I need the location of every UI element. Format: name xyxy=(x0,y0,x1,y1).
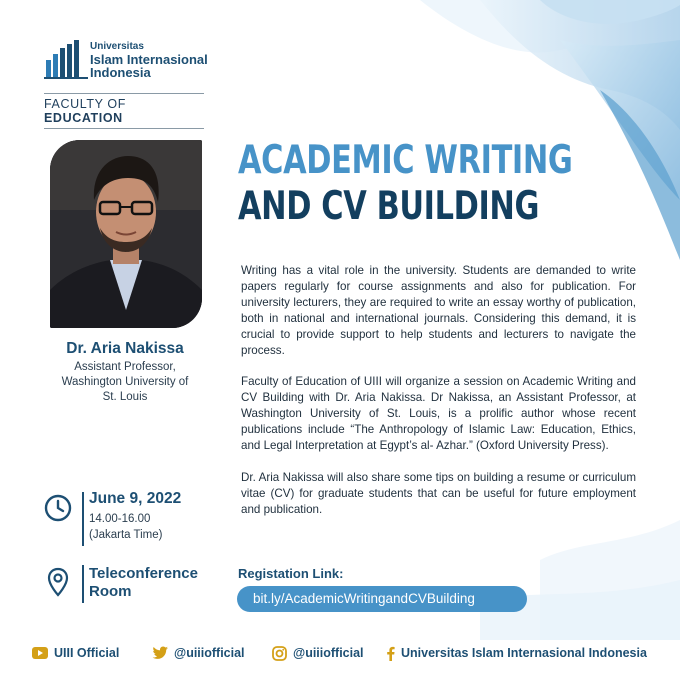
facebook-icon xyxy=(386,646,395,661)
speaker-role-line1: Assistant Professor, xyxy=(74,361,176,373)
location-line2: Room xyxy=(89,583,132,600)
facebook-handle: Universitas Islam Internasional Indonesia xyxy=(401,646,647,660)
speaker-role-line3: St. Louis xyxy=(102,390,148,403)
event-timezone: (Jakarta Time) xyxy=(89,529,163,541)
event-description xyxy=(241,263,636,534)
event-time-range: 14.00-16.00 xyxy=(89,513,151,525)
speaker-portrait-image xyxy=(50,140,202,328)
speaker-photo xyxy=(50,140,202,328)
social-footer xyxy=(0,638,680,668)
speaker-role xyxy=(28,360,222,405)
speaker-role-line2: Washington University of xyxy=(61,375,189,388)
speaker-name: Dr. Aria Nakissa xyxy=(66,340,184,357)
youtube-handle: UIII Official xyxy=(54,646,120,660)
youtube-icon xyxy=(32,647,48,659)
location-divider xyxy=(82,565,84,603)
clock-icon xyxy=(44,494,72,522)
twitter-icon xyxy=(152,646,168,660)
twitter-handle: @uiiiofficial xyxy=(174,646,245,660)
description-paragraph-2: Faculty of Education of UIII will organize a session on Academic Writing and CV Building with Dr. Aria Nakissa. Dr Nakissa, an Assistant Professor, at Washington University of St. Louis, is a prolific author whose recent publications include “The Anthropology of Islamic Law: Education, Ethics, and Legal Interpretation at Egypt’s al- Azhar.” (Oxford University Press). xyxy=(241,375,636,453)
title-line2: AND CV BUILDING xyxy=(238,184,540,229)
title-line1: ACADEMIC WRITING xyxy=(238,138,573,183)
speaker-info xyxy=(28,340,222,405)
description-paragraph-3: Dr. Aria Nakissa will also share some tips on building a resume or curriculum vitae (CV) for graduate students that can be useful for future employment and publication. xyxy=(241,470,636,516)
instagram-icon xyxy=(272,646,287,661)
faculty-label xyxy=(44,93,204,129)
location-line1: Teleconference xyxy=(89,565,198,582)
logo-line2: Islam Internasional xyxy=(90,51,208,67)
logo-line1: Universitas xyxy=(90,41,144,52)
instagram-link[interactable] xyxy=(272,644,364,662)
instagram-handle: @uiiiofficial xyxy=(293,646,364,660)
registration-label: Registation Link: xyxy=(238,566,344,581)
faculty-prefix: FACULTY OF xyxy=(44,97,126,111)
registration-link[interactable]: bit.ly/AcademicWritingandCVBuilding xyxy=(237,586,527,612)
twitter-link[interactable] xyxy=(152,644,245,662)
location-pin-icon xyxy=(46,567,70,597)
event-time xyxy=(89,511,163,543)
logo-line3: Indonesia xyxy=(90,65,151,81)
facebook-link[interactable] xyxy=(386,644,647,662)
event-location-text xyxy=(89,565,198,601)
uiii-logo-icon xyxy=(44,38,88,80)
youtube-link[interactable] xyxy=(32,644,119,662)
event-title xyxy=(238,138,667,230)
faculty-name: EDUCATION xyxy=(44,111,123,125)
description-paragraph-1: Writing has a vital role in the university. Students are demanded to write papers regularly for course assignments and also for publication. For university lecturers, they are required to write an essay worthy of publication, both in national and international journals. Considering this demand, it is crucial to provide support to help students and lecturers to navigate the process. xyxy=(241,264,636,357)
event-date-text: June 9, 2022 xyxy=(89,490,182,507)
date-divider xyxy=(82,492,84,546)
